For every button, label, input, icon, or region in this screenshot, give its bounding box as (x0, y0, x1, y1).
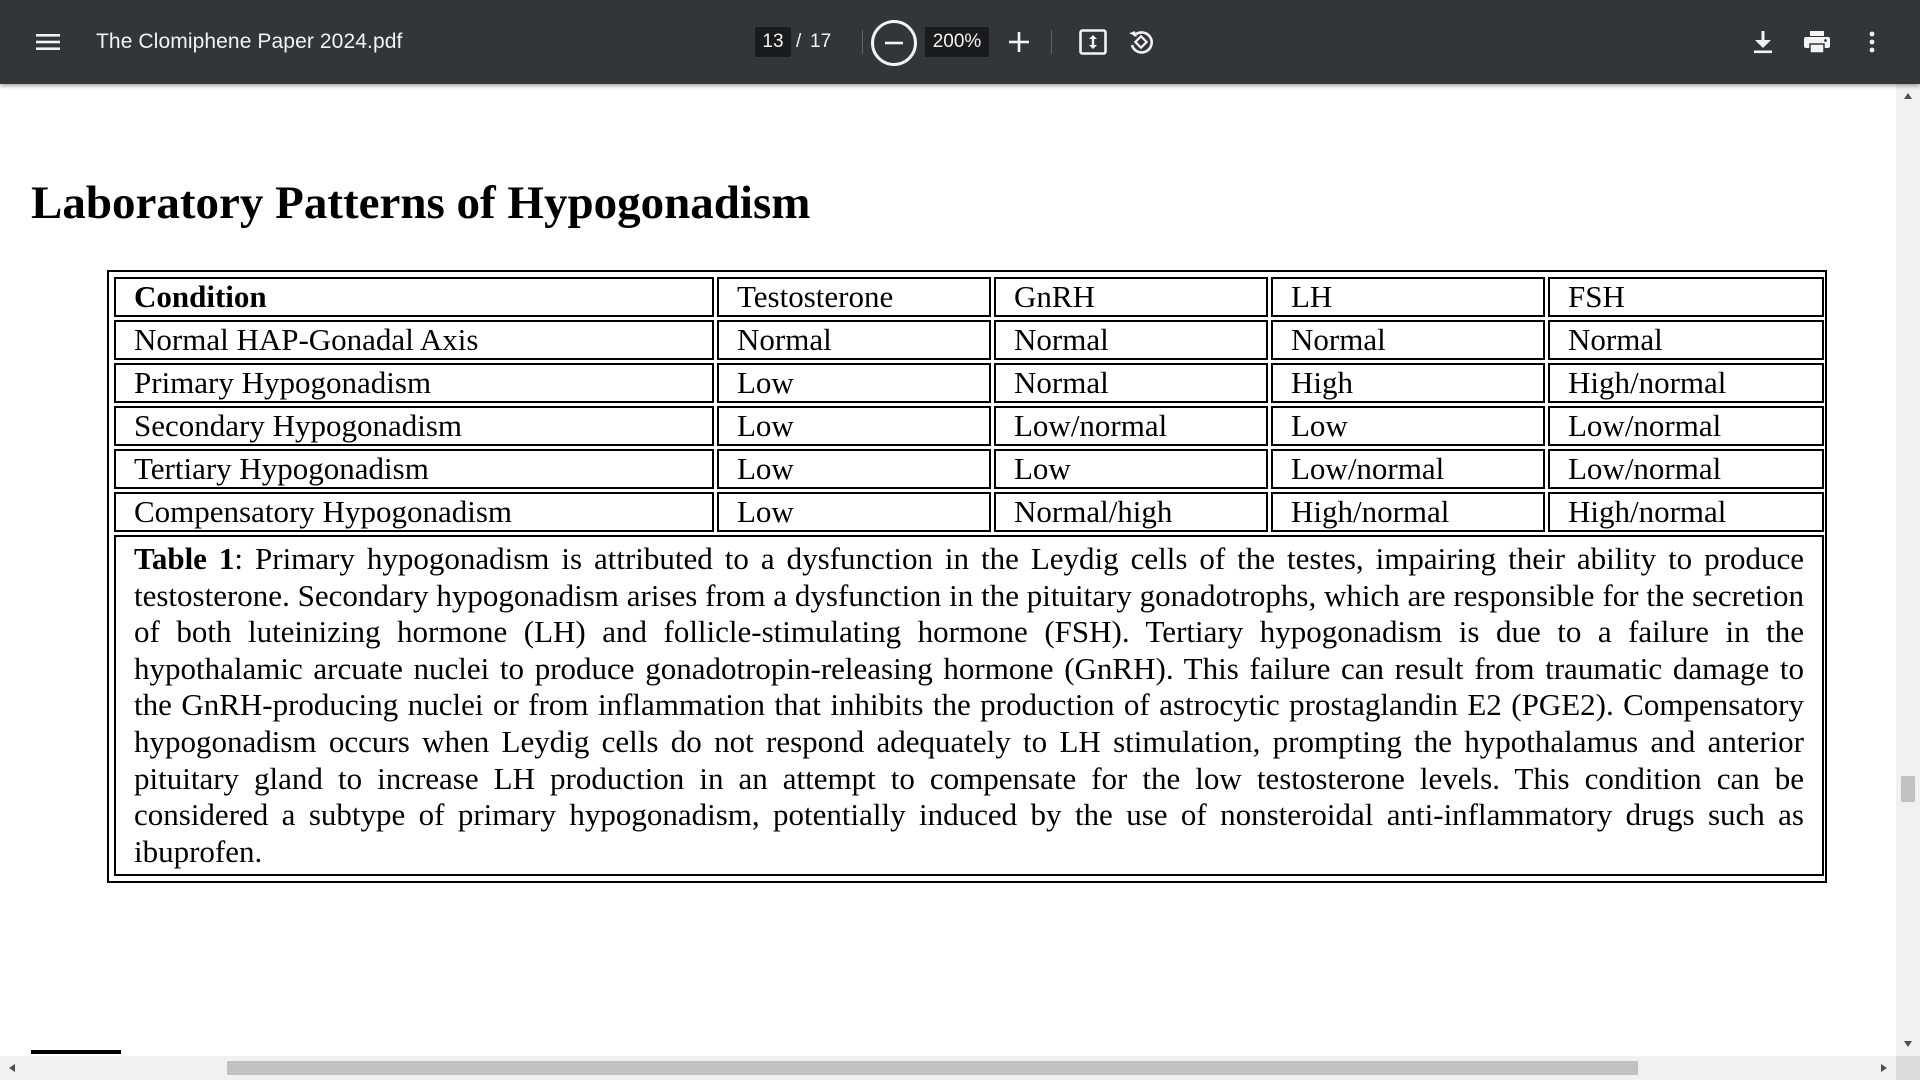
table-cell: Normal HAP-Gonadal Axis (114, 320, 714, 360)
zoom-level-input[interactable]: 200% (925, 27, 989, 57)
scroll-right-button[interactable] (1872, 1056, 1896, 1080)
more-vertical-icon (1868, 30, 1876, 54)
table-cell: High/normal (1548, 363, 1824, 403)
table-cell: Low (994, 449, 1268, 489)
table-header-cell: Condition (114, 277, 714, 317)
table-cell: High/normal (1548, 492, 1824, 532)
table-cell: Low (717, 406, 991, 446)
table-cell: Primary Hypogonadism (114, 363, 714, 403)
rotate-button[interactable] (1120, 22, 1162, 62)
table-cell: Normal (994, 363, 1268, 403)
table-cell: Secondary Hypogonadism (114, 406, 714, 446)
scroll-up-button[interactable] (1896, 84, 1920, 108)
table-row (114, 406, 1824, 446)
table-cell: Normal (994, 320, 1268, 360)
toolbar-divider (1051, 30, 1052, 54)
more-options-button[interactable] (1852, 22, 1892, 62)
table-header-cell: FSH (1548, 277, 1824, 317)
table-header-cell: GnRH (994, 277, 1268, 317)
table-cell: Low (717, 363, 991, 403)
caption-label: Table 1 (134, 541, 235, 576)
table-cell: Low/normal (1548, 449, 1824, 489)
table-cell: Low (717, 492, 991, 532)
table-cell: Normal (717, 320, 991, 360)
menu-button[interactable] (26, 22, 70, 62)
table-row (114, 449, 1824, 489)
pdf-page-viewport[interactable] (0, 84, 1896, 1056)
table-caption (114, 535, 1824, 876)
download-icon (1752, 30, 1774, 54)
arrow-left-icon (8, 1063, 16, 1073)
fit-to-page-button[interactable] (1072, 22, 1114, 62)
table-cell: Normal (1271, 320, 1545, 360)
table-header-row (114, 277, 1824, 317)
table-row (114, 320, 1824, 360)
table-header-cell: Testosterone (717, 277, 991, 317)
hamburger-menu-icon (35, 32, 61, 52)
arrow-down-icon (1903, 1040, 1913, 1048)
table-row (114, 492, 1824, 532)
scroll-left-button[interactable] (0, 1056, 24, 1080)
zoom-in-button[interactable] (998, 22, 1040, 62)
table-cell: Low/normal (994, 406, 1268, 446)
document-title: The Clomiphene Paper 2024.pdf (96, 30, 403, 53)
minus-circle-icon (870, 19, 918, 67)
arrow-up-icon (1903, 92, 1913, 100)
vertical-scroll-thumb[interactable] (1901, 776, 1915, 802)
scroll-down-button[interactable] (1896, 1032, 1920, 1056)
table-row (114, 363, 1824, 403)
page-total: 17 (810, 31, 832, 52)
print-button[interactable] (1796, 22, 1838, 62)
vertical-scrollbar[interactable] (1896, 84, 1920, 1056)
table-header-cell: LH (1271, 277, 1545, 317)
plus-icon (1008, 31, 1030, 53)
pdf-toolbar (0, 0, 1920, 84)
print-icon (1803, 30, 1831, 54)
table-cell: High (1271, 363, 1545, 403)
scrollbar-corner (1896, 1056, 1920, 1080)
table-cell: Low (1271, 406, 1545, 446)
table-cell: High/normal (1271, 492, 1545, 532)
arrow-right-icon (1880, 1063, 1888, 1073)
table-cell: Normal (1548, 320, 1824, 360)
section-heading: Laboratory Patterns of Hypogonadism (31, 177, 811, 229)
table-cell: Low/normal (1548, 406, 1824, 446)
next-heading-partial (31, 1040, 121, 1056)
download-button[interactable] (1742, 22, 1784, 62)
horizontal-scrollbar[interactable] (0, 1056, 1896, 1080)
table-caption-row (114, 535, 1824, 876)
lab-patterns-table (111, 274, 1827, 879)
toolbar-divider (862, 30, 863, 54)
horizontal-scroll-thumb[interactable] (227, 1061, 1638, 1075)
zoom-out-button[interactable] (870, 19, 918, 67)
caption-text: : Primary hypogonadism is attributed to a dysfunction in the Leydig cells of the testes, impairing their ability to produce testosterone. Secondary hypogonadism arises from a dysfunction in the pituitary gonadotrophs, which are responsible for the secretion of both luteinizing hormone (LH) and follicle-stimulating hormone (FSH). Tertiary hypogonadism is due to a failure in the hypothalamic arcuate nuclei to produce gonadotropin-releasing hormone (GnRH). This failure can result from traumatic damage to the GnRH-producing nuclei or from inflammation that inhibits the production of astrocytic prostaglandin E2 (PGE2). Compensatory hypogonadism occurs when Leydig cells do not respond adequately to LH stimulation, prompting the hypothalamus and anterior pituitary gland to increase LH production in an attempt to compensate for the low testosterone levels. This condition can be considered a subtype of primary hypogonadism, potentially induced by the use of nonsteroidal anti-inflammatory drugs such as ibuprofen. (134, 541, 1804, 869)
fit-to-page-icon (1079, 29, 1107, 55)
table-cell: Normal/high (994, 492, 1268, 532)
page-number-input[interactable]: 13 (755, 27, 791, 57)
rotate-counterclockwise-icon (1127, 28, 1155, 56)
table-cell: Low/normal (1271, 449, 1545, 489)
hypogonadism-table (107, 270, 1827, 883)
table-cell: Low (717, 449, 991, 489)
table-cell: Tertiary Hypogonadism (114, 449, 714, 489)
table-cell: Compensatory Hypogonadism (114, 492, 714, 532)
page-separator: / (796, 31, 802, 52)
